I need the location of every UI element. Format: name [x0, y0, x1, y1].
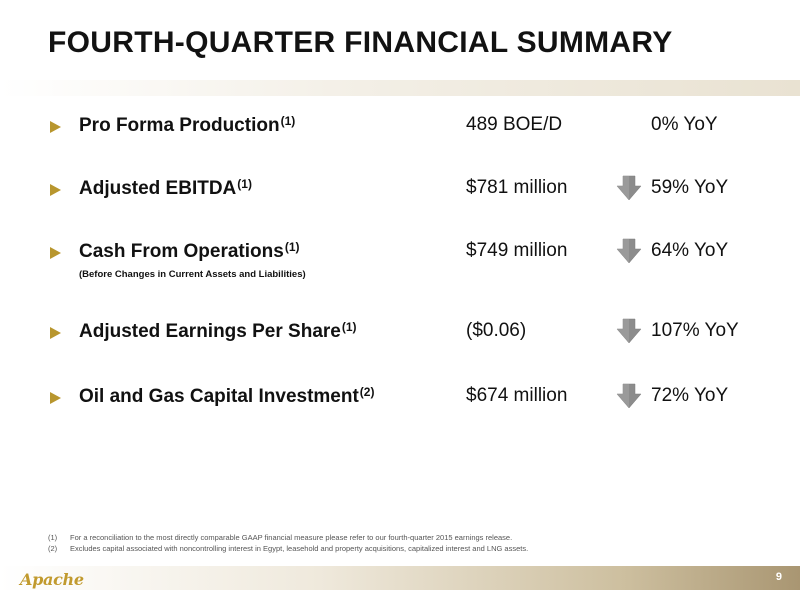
footnote: [48, 543, 748, 554]
bullet-icon: [50, 184, 61, 196]
bullet-icon: [50, 327, 61, 339]
footnote-ref: (2): [359, 385, 375, 399]
bullet-icon: [50, 392, 61, 404]
down-arrow-icon: [616, 175, 642, 201]
metric-row-eps: [0, 316, 800, 356]
metric-label-text: Pro Forma Production: [79, 115, 280, 136]
metric-label-text: Adjusted Earnings Per Share: [79, 321, 341, 342]
metric-value: ($0.06): [466, 320, 527, 341]
metric-change: 0% YoY: [651, 114, 718, 135]
down-arrow-icon: [616, 383, 642, 409]
metric-value: 489 BOE/D: [466, 114, 563, 135]
apache-logo: Apache: [20, 570, 84, 589]
footnote-ref: (1): [280, 114, 296, 128]
metric-row-production: [0, 110, 800, 150]
down-arrow-icon: [616, 318, 642, 344]
footnote-text: For a reconciliation to the most directly comparable GAAP financial measure please refer to our fourth-quarter 2015 earnings release.: [70, 533, 513, 542]
footnote-number: (2): [48, 544, 58, 553]
metric-label: [79, 385, 374, 408]
footnote: [48, 532, 748, 543]
metric-value: $781 million: [466, 177, 568, 198]
bullet-icon: [50, 247, 61, 259]
footer-band: [0, 566, 800, 590]
metric-sublabel: (Before Changes in Current Assets and Liabilities): [79, 269, 306, 280]
metric-change: 107% YoY: [651, 320, 739, 341]
footnote-number: (1): [48, 533, 58, 542]
footnote-ref: (1): [284, 240, 300, 254]
metric-row-cash-from-operations: [0, 236, 800, 280]
footnote-ref: (1): [341, 320, 357, 334]
metric-label: [79, 177, 252, 200]
footnote-text: Excludes capital associated with noncontrolling interest in Egypt, leasehold and property acquisitions, capitalized interest and LNG assets.: [70, 544, 529, 553]
metric-label-text: Cash From Operations: [79, 241, 284, 262]
footnote-ref: (1): [237, 177, 252, 191]
slide-title: FOURTH-QUARTER FINANCIAL SUMMARY: [48, 26, 673, 59]
metric-value: $674 million: [466, 385, 568, 406]
page-number: 9: [775, 571, 782, 583]
bullet-icon: [50, 121, 61, 133]
metric-label: [79, 114, 295, 137]
metric-row-ebitda: [0, 173, 800, 213]
metric-change: 59% YoY: [651, 177, 729, 198]
metric-row-capital-investment: [0, 381, 800, 421]
title-band: [0, 80, 800, 96]
metric-change: 64% YoY: [651, 240, 729, 261]
metric-label-text: Adjusted EBITDA: [79, 178, 237, 199]
down-arrow-icon: [616, 238, 642, 264]
metric-value: $749 million: [466, 240, 568, 261]
metric-change: 72% YoY: [651, 385, 729, 406]
metric-label: [79, 240, 300, 263]
footnotes: [48, 532, 748, 554]
metric-label-text: Oil and Gas Capital Investment: [79, 386, 359, 407]
metric-label: [79, 320, 357, 343]
